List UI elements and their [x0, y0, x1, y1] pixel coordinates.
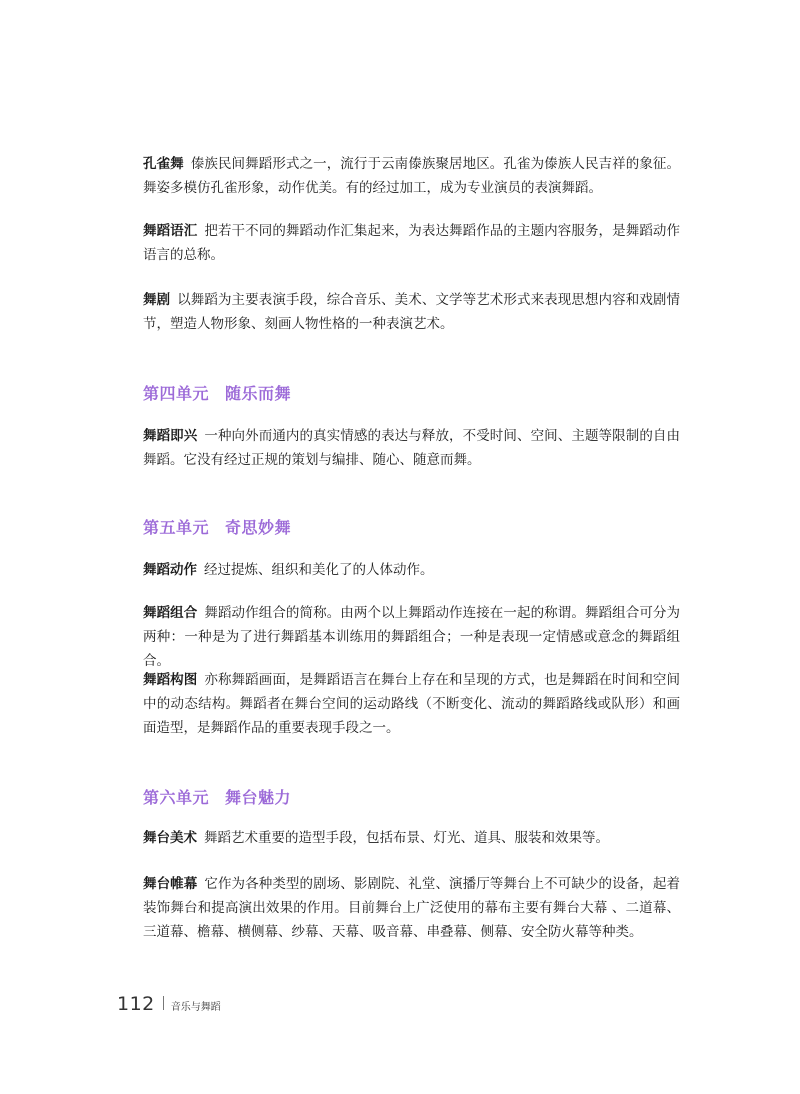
entry-term: 舞台美术: [143, 830, 197, 846]
entry-definition: 一种向外而通内的真实情感的表达与释放，不受时间、空间、主题等限制的自由舞蹈。它没有经过正规的策划与编排、随心、随意而舞。: [143, 428, 681, 468]
unit-title: 奇思妙舞: [225, 518, 292, 537]
unit-title: 随乐而舞: [225, 384, 292, 403]
unit-heading: [143, 785, 291, 808]
entry-term: 舞蹈组合: [143, 605, 198, 621]
unit-heading: [143, 515, 291, 538]
entry-definition: 以舞蹈为主要表演手段，综合音乐、美术、文学等艺术形式来表现思想内容和戏剧情节，塑造人物形象、刻画人物性格的一种表演艺术。: [143, 292, 681, 332]
book-title: 音乐与舞蹈: [170, 1002, 221, 1013]
glossary-entry: [143, 288, 680, 336]
glossary-entry: [143, 872, 680, 944]
glossary-entry: [143, 558, 680, 582]
entry-term: 舞蹈动作: [143, 562, 197, 578]
page-number: 112: [117, 993, 155, 1015]
entry-term: 舞台帷幕: [143, 876, 198, 892]
unit-number: 第六单元: [143, 788, 210, 807]
entry-term: 舞蹈即兴: [143, 428, 198, 444]
glossary-entry: [143, 826, 680, 850]
entry-definition: 把若干不同的舞蹈动作汇集起来，为表达舞蹈作品的主题内容服务，是舞蹈动作语言的总称。: [143, 223, 681, 263]
entry-term: 舞剧: [143, 292, 171, 308]
glossary-entry: [143, 424, 680, 472]
entry-term: 舞蹈语汇: [143, 223, 198, 239]
footer-divider: [163, 996, 164, 1010]
glossary-entry: [143, 219, 680, 267]
page-footer: [117, 993, 221, 1017]
entry-definition: 亦称舞蹈画面，是舞蹈语言在舞台上存在和呈现的方式，也是舞蹈在时间和空间中的动态结构。舞蹈者在舞台空间的运动路线（不断变化、流动的舞蹈路线或队形）和画面造型，是舞蹈作品的重要表现手段之一。: [143, 672, 681, 736]
entry-term: 舞蹈构图: [143, 672, 198, 688]
unit-number: 第五单元: [143, 518, 210, 537]
entry-term: 孔雀舞: [143, 156, 184, 172]
unit-heading: [143, 381, 291, 404]
glossary-entry: [143, 152, 680, 200]
entry-definition: 它作为各种类型的剧场、影剧院、礼堂、演播厅等舞台上不可缺少的设备，起着装饰舞台和提高演出效果的作用。目前舞台上广泛使用的幕布主要有舞台大幕 、二道幕、三道幕、檐幕、横侧幕、纱幕、天幕、吸音幕、串叠幕、侧幕、安全防火幕等种类。: [143, 876, 681, 940]
entry-definition: 舞蹈艺术重要的造型手段，包括布景、灯光、道具、服装和效果等。: [204, 830, 609, 846]
entry-definition: 傣族民间舞蹈形式之一，流行于云南傣族聚居地区。孔雀为傣族人民吉祥的象征。舞姿多模仿孔雀形象，动作优美。有的经过加工，成为专业演员的表演舞蹈。: [143, 156, 681, 196]
entry-definition: 舞蹈动作组合的简称。由两个以上舞蹈动作连接在一起的称谓。舞蹈组合可分为两种：一种是为了进行舞蹈基本训练用的舞蹈组合；一种是表现一定情感或意念的舞蹈组合。: [143, 605, 681, 669]
entry-definition: 经过提炼、组织和美化了的人体动作。: [204, 562, 434, 578]
unit-number: 第四单元: [143, 384, 210, 403]
glossary-entry: [143, 601, 680, 673]
unit-title: 舞台魅力: [225, 788, 292, 807]
glossary-entry: [143, 668, 680, 740]
